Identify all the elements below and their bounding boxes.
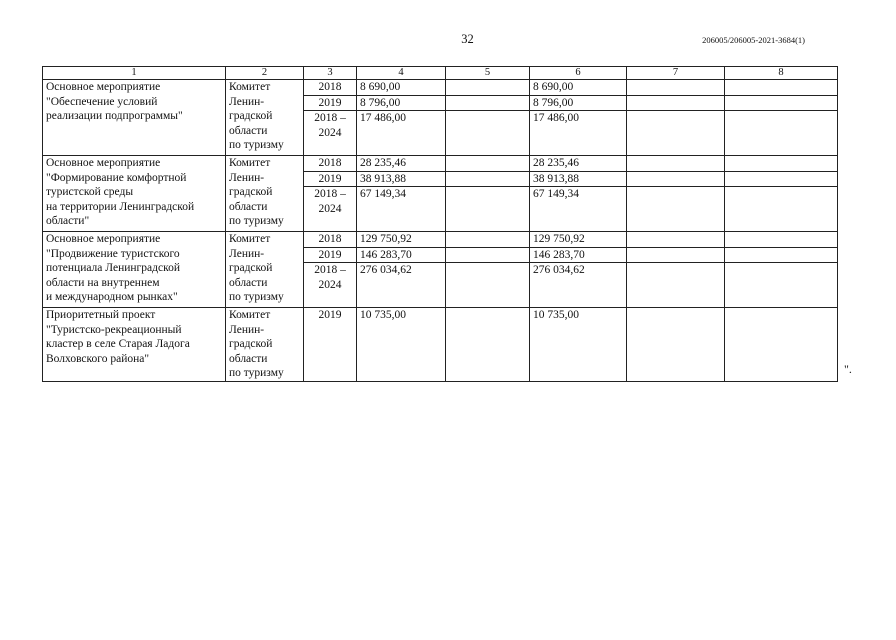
column-8-cell — [725, 231, 838, 247]
activity-name-line: Основное мероприятие — [46, 156, 161, 169]
total-amount-cell: 67 149,34 — [357, 187, 446, 232]
executor-line: Ленин- — [229, 95, 265, 108]
column-7-cell — [627, 171, 725, 187]
year-cell — [304, 187, 357, 232]
executor-line: по туризму — [229, 215, 284, 228]
activity-name-cell — [43, 307, 226, 381]
activity-name-cell — [43, 80, 226, 156]
executor-line: Комитет — [229, 156, 271, 169]
column-6-amount-cell: 8 690,00 — [530, 80, 627, 96]
column-number-cell: 2 — [226, 67, 304, 80]
column-6-amount-cell: 129 750,92 — [530, 231, 627, 247]
executor-line: Комитет — [229, 81, 271, 93]
year-line: 2024 — [318, 126, 342, 139]
column-8-cell — [725, 95, 838, 111]
column-number-cell: 4 — [357, 67, 446, 80]
total-amount-cell: 17 486,00 — [357, 111, 446, 156]
activity-name-line: "Туристско-рекреационный — [46, 323, 182, 336]
column-6-amount-cell: 38 913,88 — [530, 171, 627, 187]
column-number-cell: 1 — [43, 67, 226, 80]
column-7-cell — [627, 155, 725, 171]
column-8-cell — [725, 155, 838, 171]
executor-line: по туризму — [229, 291, 284, 304]
activity-name-line: и международном рынках" — [46, 291, 178, 304]
column-number-cell: 6 — [530, 67, 627, 80]
total-amount-cell: 146 283,70 — [357, 247, 446, 263]
total-amount-cell: 276 034,62 — [357, 263, 446, 308]
table-row — [43, 80, 838, 96]
column-number-row — [43, 67, 838, 80]
column-8-cell — [725, 187, 838, 232]
column-7-cell — [627, 263, 725, 308]
year-line: 2024 — [318, 202, 342, 215]
executor-line: области — [229, 276, 268, 289]
executor-line: Комитет — [229, 232, 271, 245]
activity-name-line: туристской среды — [46, 186, 134, 199]
column-number-cell: 5 — [446, 67, 530, 80]
year-cell: 2019 — [304, 95, 357, 111]
column-6-amount-cell: 146 283,70 — [530, 247, 627, 263]
column-7-cell — [627, 307, 725, 381]
activity-name-line: "Формирование комфортной — [46, 171, 187, 184]
column-8-cell — [725, 171, 838, 187]
activity-name-line: области на внутреннем — [46, 276, 160, 289]
column-5-cell — [446, 80, 530, 96]
total-amount-cell: 129 750,92 — [357, 231, 446, 247]
activity-name-cell — [43, 231, 226, 307]
executor-line: градской — [229, 338, 273, 351]
table-row — [43, 155, 838, 171]
executor-line: градской — [229, 186, 273, 199]
column-7-cell — [627, 80, 725, 96]
column-5-cell — [446, 111, 530, 156]
year-line: 2018 – — [314, 112, 346, 125]
year-cell: 2019 — [304, 247, 357, 263]
executor-line: по туризму — [229, 139, 284, 152]
column-6-amount-cell: 28 235,46 — [530, 155, 627, 171]
executor-line: Ленин- — [229, 171, 265, 184]
column-5-cell — [446, 247, 530, 263]
column-5-cell — [446, 187, 530, 232]
column-7-cell — [627, 187, 725, 232]
executor-line: области — [229, 200, 268, 213]
activity-name-line: потенциала Ленинградской — [46, 262, 180, 275]
executor-cell — [226, 80, 304, 156]
column-8-cell — [725, 111, 838, 156]
activity-name-line: кластер в селе Старая Ладога — [46, 338, 190, 351]
column-5-cell — [446, 155, 530, 171]
executor-line: по туризму — [229, 367, 284, 380]
year-line: 2024 — [318, 278, 342, 291]
year-cell: 2019 — [304, 307, 357, 381]
activity-name-line: на территории Ленинградской — [46, 200, 195, 213]
column-8-cell — [725, 80, 838, 96]
column-8-cell — [725, 307, 838, 381]
year-cell: 2018 — [304, 155, 357, 171]
page-number: 32 — [461, 32, 474, 46]
total-amount-cell: 8 796,00 — [357, 95, 446, 111]
total-amount-cell: 38 913,88 — [357, 171, 446, 187]
year-line: 2018 – — [314, 264, 346, 277]
year-cell: 2018 — [304, 231, 357, 247]
column-5-cell — [446, 307, 530, 381]
total-amount-cell: 10 735,00 — [357, 307, 446, 381]
activity-name-line: реализации подпрограммы" — [46, 110, 183, 123]
column-6-amount-cell: 17 486,00 — [530, 111, 627, 156]
column-7-cell — [627, 231, 725, 247]
document-id: 206005/206005-2021-3684(1) — [702, 35, 805, 45]
column-6-amount-cell: 8 796,00 — [530, 95, 627, 111]
column-7-cell — [627, 111, 725, 156]
column-number-cell: 8 — [725, 67, 838, 80]
column-5-cell — [446, 95, 530, 111]
column-6-amount-cell: 276 034,62 — [530, 263, 627, 308]
closing-quote-mark: ". — [844, 362, 852, 376]
executor-line: градской — [229, 262, 273, 275]
year-cell — [304, 263, 357, 308]
activity-name-line: "Обеспечение условий — [46, 95, 158, 108]
activity-name-line: Основное мероприятие — [46, 81, 161, 93]
activity-name-line: "Продвижение туристского — [46, 247, 180, 260]
column-8-cell — [725, 247, 838, 263]
column-6-amount-cell: 67 149,34 — [530, 187, 627, 232]
executor-line: Ленин- — [229, 323, 265, 336]
column-number-cell: 7 — [627, 67, 725, 80]
column-5-cell — [446, 263, 530, 308]
column-number-cell: 3 — [304, 67, 357, 80]
activity-name-line: Приоритетный проект — [46, 308, 156, 321]
budget-table — [42, 66, 838, 382]
total-amount-cell: 8 690,00 — [357, 80, 446, 96]
year-cell: 2019 — [304, 171, 357, 187]
executor-line: Комитет — [229, 308, 271, 321]
executor-cell — [226, 155, 304, 231]
activity-name-line: Основное мероприятие — [46, 232, 161, 245]
executor-line: области — [229, 124, 268, 137]
column-5-cell — [446, 171, 530, 187]
year-line: 2018 – — [314, 188, 346, 201]
table-row — [43, 307, 838, 381]
column-5-cell — [446, 231, 530, 247]
year-cell: 2018 — [304, 80, 357, 96]
activity-name-line: области" — [46, 215, 90, 228]
total-amount-cell: 28 235,46 — [357, 155, 446, 171]
activity-name-line: Волховского района" — [46, 352, 150, 365]
executor-line: градской — [229, 110, 273, 123]
column-6-amount-cell: 10 735,00 — [530, 307, 627, 381]
column-7-cell — [627, 247, 725, 263]
year-cell — [304, 111, 357, 156]
table-row — [43, 231, 838, 247]
executor-cell — [226, 231, 304, 307]
column-7-cell — [627, 95, 725, 111]
activity-name-cell — [43, 155, 226, 231]
executor-line: области — [229, 352, 268, 365]
executor-cell — [226, 307, 304, 381]
column-8-cell — [725, 263, 838, 308]
executor-line: Ленин- — [229, 247, 265, 260]
